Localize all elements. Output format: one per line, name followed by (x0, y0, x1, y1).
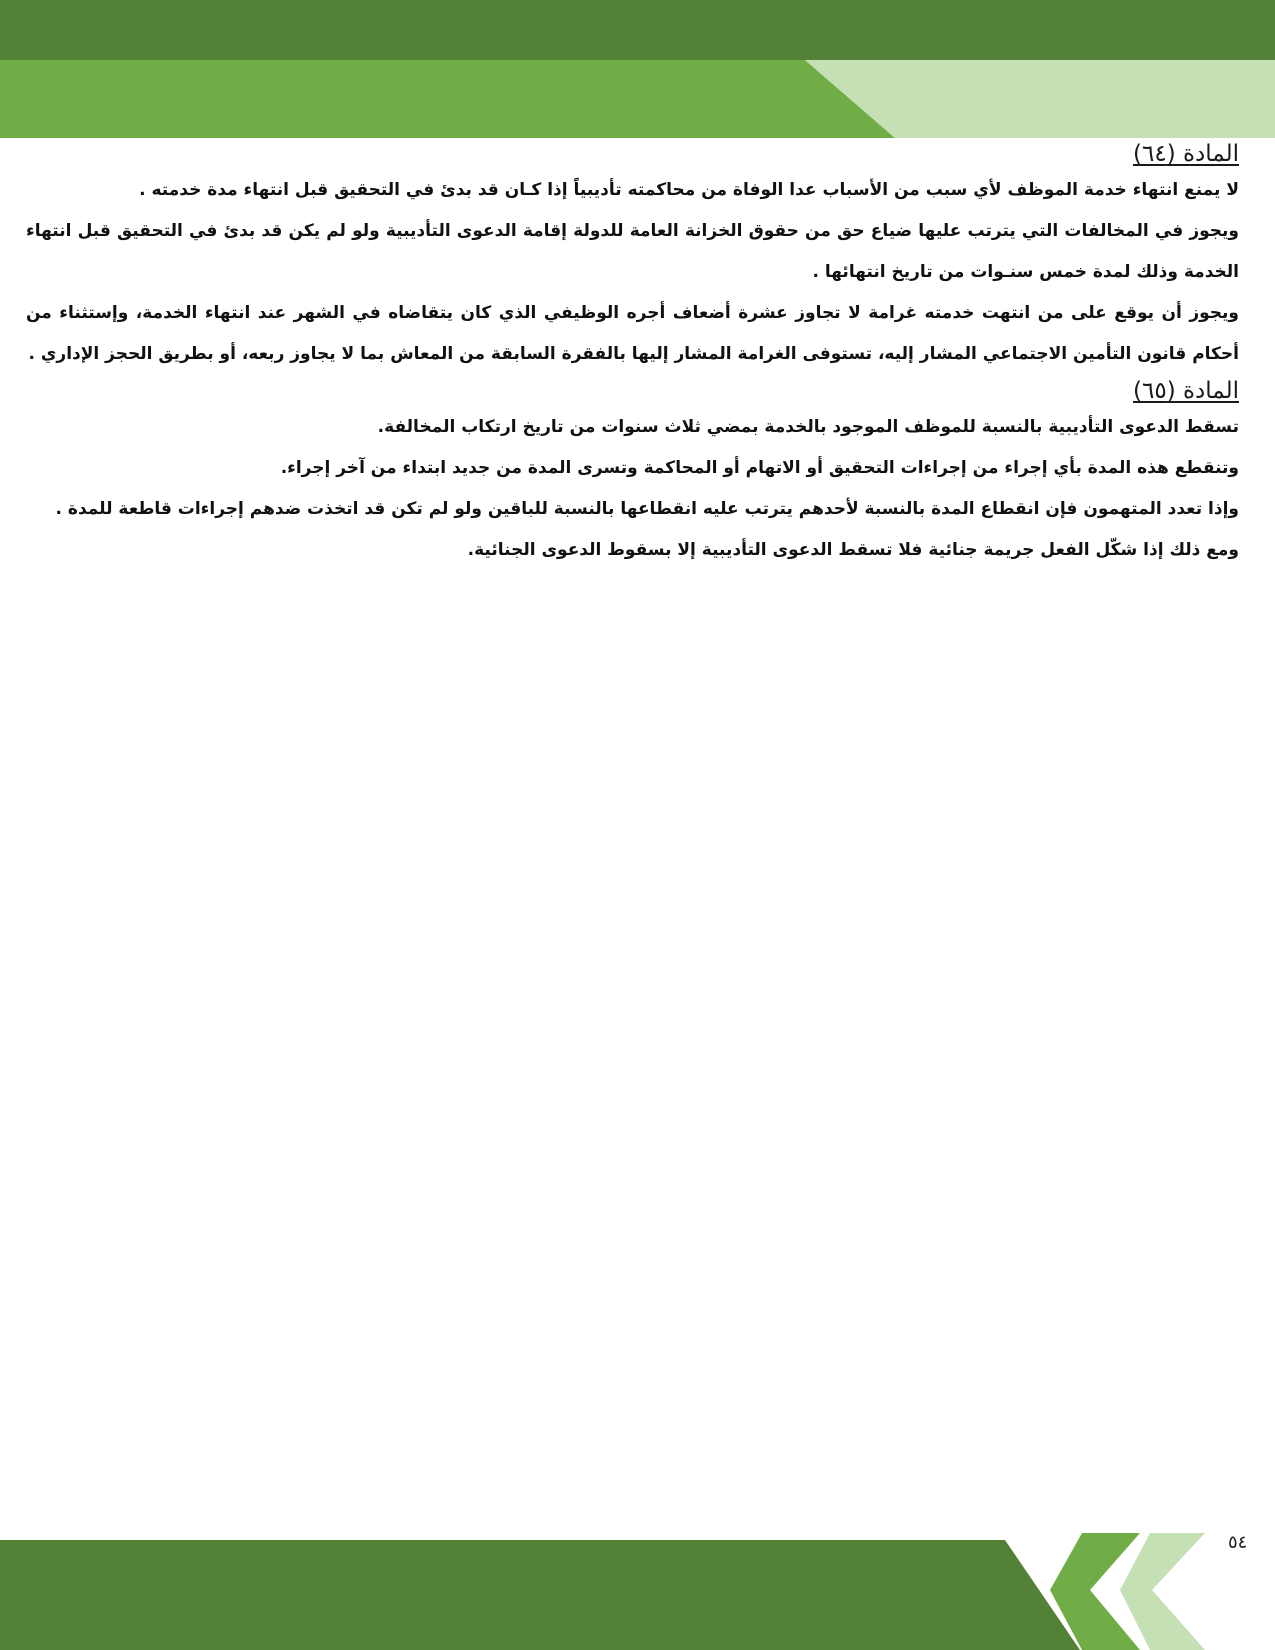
document-body (26, 138, 1239, 571)
article-65-paragraph-1: تسقط الدعوى التأديبية بالنسبة للموظف الموجود بالخدمة بمضي ثلاث سنوات من تاريخ ارتكاب المخالفة. (377, 417, 1239, 437)
article-64-paragraph-3: ويجوز أن يوقع على من انتهت خدمته غرامة لا تجاوز عشرة أضعاف أجره الوظيفي الذي كان يتقاضاه في الشهر عند انتهاء الخدمة، وإستثناء من أحكام قانون التأمين الاجتماعي المشار إليه، تستوفى الغرامة المشار إليها بالفقرة السابقة من المعاش بما لا يجاوز ربعه، أو بطريق الحجز الإداري . (26, 303, 1239, 364)
article-64-title: المادة (٦٤) (1133, 141, 1239, 167)
chevron-icon (1120, 1533, 1205, 1650)
article-65-title: المادة (٦٥) (1133, 378, 1239, 404)
article-64-paragraph-2: ويجوز في المخالفات التي يترتب عليها ضياع حق من حقوق الخزانة العامة للدولة إقامة الدعوى التأديبية ولو لم يكن قد بدئ في التحقيق قبل انتهاء الخدمة وذلك لمدة خمس سنـوات من تاريخ انتهائها . (26, 221, 1239, 282)
article-64 (26, 138, 1239, 375)
page-number: ٥٤ (1228, 1532, 1248, 1553)
article-65-paragraph-4: ومع ذلك إذا شكّل الفعل جريمة جنائية فلا تسقط الدعوى التأديبية إلا بسقوط الدعوى الجنائية. (467, 540, 1239, 560)
article-64-paragraph-1: لا يمنع انتهاء خدمة الموظف لأي سبب من الأسباب عدا الوفاة من محاكمته تأديبياً إذا كـان قد بدئ في التحقيق قبل انتهاء مدة خدمته . (139, 180, 1239, 200)
article-65-paragraph-2: وتنقطع هذه المدة بأي إجراء من إجراءات التحقيق أو الاتهام أو المحاكمة وتسرى المدة من جديد ابتداء من آخر إجراء. (280, 458, 1239, 478)
article-65 (26, 375, 1239, 571)
article-65-paragraph-3: وإذا تعدد المتهمون فإن انقطاع المدة بالنسبة لأحدهم يترتب عليه انقطاعها بالنسبة للباقين ولو لم تكن قد اتخذت ضدهم إجراءات قاطعة للمدة . (55, 499, 1239, 519)
header-decoration (0, 0, 1275, 145)
footer-decoration (0, 1530, 1275, 1650)
